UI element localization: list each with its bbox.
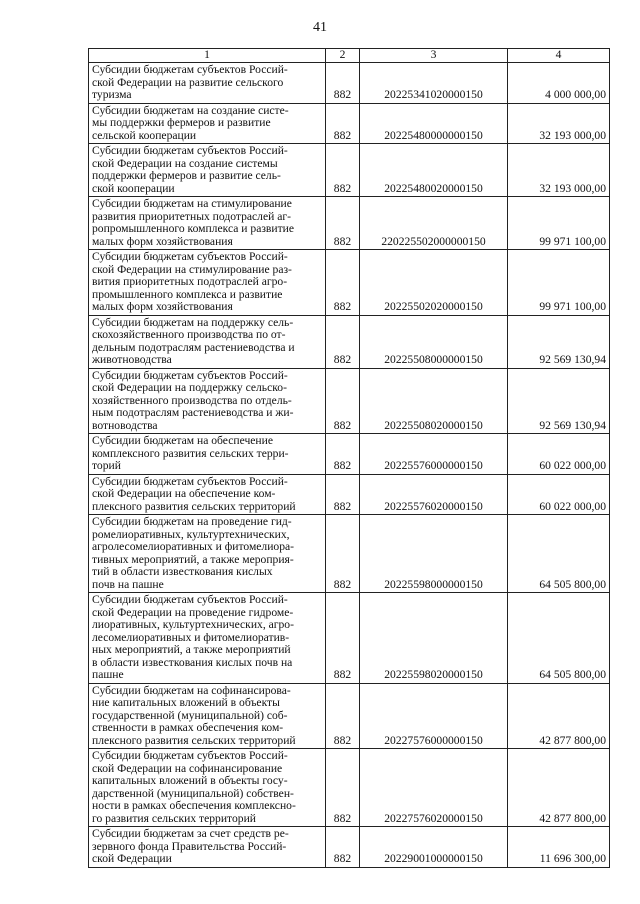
amount-cell: 92 569 130,94 <box>508 368 610 434</box>
description-cell: Субсидии бюджетам на обеспечение комплексного развития сельских терри- торий <box>89 434 326 475</box>
budget-code-cell: 220225502000000150 <box>360 197 508 250</box>
budget-code-cell: 20225576020000150 <box>360 474 508 515</box>
admin-code-cell: 882 <box>326 515 360 593</box>
column-header: 4 <box>508 49 610 63</box>
budget-code-cell: 20225598000000150 <box>360 515 508 593</box>
amount-cell: 64 505 800,00 <box>508 515 610 593</box>
budget-code-cell: 20225508020000150 <box>360 368 508 434</box>
amount-cell: 32 193 000,00 <box>508 144 610 197</box>
budget-code-cell: 20225480000000150 <box>360 103 508 144</box>
budget-code-cell: 20227576020000150 <box>360 749 508 827</box>
admin-code-cell: 882 <box>326 250 360 316</box>
amount-cell: 42 877 800,00 <box>508 749 610 827</box>
table-row <box>89 63 610 104</box>
table-row <box>89 315 610 368</box>
description-cell: Субсидии бюджетам на проведение гид- ромелиоративных, культуртехнических, агролесомелиоративных и фитомелиора- тивных мероприятий, а также мероприя- тий в области известкования кислых почв на пашне <box>89 515 326 593</box>
budget-code-cell: 20225508000000150 <box>360 315 508 368</box>
amount-cell: 32 193 000,00 <box>508 103 610 144</box>
amount-cell: 60 022 000,00 <box>508 474 610 515</box>
description-cell: Субсидии бюджетам субъектов Россий- ской Федерации на проведение гидроме- лиоративных, культуртехнических, агро- лесомелиоративных и фитомелиоратив- ных мероприятий, а также мероприятий в области известкования кислых почв на пашне <box>89 593 326 684</box>
description-cell: Субсидии бюджетам субъектов Россий- ской Федерации на развитие сельского туризма <box>89 63 326 104</box>
column-header: 2 <box>326 49 360 63</box>
table-row <box>89 434 610 475</box>
column-header: 3 <box>360 49 508 63</box>
description-cell: Субсидии бюджетам субъектов Россий- ской Федерации на создание системы поддержки фермеров и развитие сель- ской кооперации <box>89 144 326 197</box>
budget-code-cell: 20229001000000150 <box>360 827 508 868</box>
description-cell: Субсидии бюджетам субъектов Россий- ской Федерации на стимулирование раз- вития приоритетных подотраслей агро- промышленного комплекса и развитие малых форм хозяйствования <box>89 250 326 316</box>
admin-code-cell: 882 <box>326 827 360 868</box>
budget-code-cell: 20227576000000150 <box>360 683 508 749</box>
table-row <box>89 683 610 749</box>
description-cell: Субсидии бюджетам на создание систе- мы поддержки фермеров и развитие сельской кооперации <box>89 103 326 144</box>
table-row <box>89 827 610 868</box>
budget-table <box>88 48 610 868</box>
page-number: 41 <box>313 20 327 35</box>
table-row <box>89 749 610 827</box>
budget-code-cell: 20225598020000150 <box>360 593 508 684</box>
admin-code-cell: 882 <box>326 103 360 144</box>
amount-cell: 60 022 000,00 <box>508 434 610 475</box>
admin-code-cell: 882 <box>326 63 360 104</box>
table-row <box>89 250 610 316</box>
admin-code-cell: 882 <box>326 368 360 434</box>
description-cell: Субсидии бюджетам субъектов Россий- ской Федерации на поддержку сельско- хозяйственного производства по отдель- ным подотраслям растениеводства и жи- вотноводства <box>89 368 326 434</box>
table-row <box>89 593 610 684</box>
table-row <box>89 474 610 515</box>
header-row <box>89 49 610 63</box>
table-row <box>89 103 610 144</box>
admin-code-cell: 882 <box>326 144 360 197</box>
description-cell: Субсидии бюджетам субъектов Россий- ской Федерации на обеспечение ком- плексного развития сельских территорий <box>89 474 326 515</box>
table-body <box>89 63 610 868</box>
budget-code-cell: 20225502020000150 <box>360 250 508 316</box>
amount-cell: 11 696 300,00 <box>508 827 610 868</box>
table-row <box>89 515 610 593</box>
description-cell: Субсидии бюджетам на стимулирование развития приоритетных подотраслей аг- ропромышленного комплекса и развитие малых форм хозяйствования <box>89 197 326 250</box>
budget-code-cell: 20225341020000150 <box>360 63 508 104</box>
table-row <box>89 197 610 250</box>
description-cell: Субсидии бюджетам на поддержку сель- скохозяйственного производства по от- дельным подотраслям растениеводства и животноводства <box>89 315 326 368</box>
amount-cell: 92 569 130,94 <box>508 315 610 368</box>
table-row <box>89 368 610 434</box>
admin-code-cell: 882 <box>326 683 360 749</box>
description-cell: Субсидии бюджетам субъектов Россий- ской Федерации на софинансирование капитальных вложений в объекты госу- дарственной (муниципальной) собствен- ности в рамках обеспечения комплексно- го развития сельских территорий <box>89 749 326 827</box>
amount-cell: 64 505 800,00 <box>508 593 610 684</box>
budget-code-cell: 20225576000000150 <box>360 434 508 475</box>
description-cell: Субсидии бюджетам на софинансирова- ние капитальных вложений в объекты государственной (муниципальной) соб- ственности в рамках обеспечения ком- плексного развития сельских территорий <box>89 683 326 749</box>
admin-code-cell: 882 <box>326 434 360 475</box>
admin-code-cell: 882 <box>326 197 360 250</box>
amount-cell: 99 971 100,00 <box>508 250 610 316</box>
budget-code-cell: 20225480020000150 <box>360 144 508 197</box>
column-header: 1 <box>89 49 326 63</box>
admin-code-cell: 882 <box>326 474 360 515</box>
amount-cell: 42 877 800,00 <box>508 683 610 749</box>
amount-cell: 4 000 000,00 <box>508 63 610 104</box>
table-row <box>89 144 610 197</box>
admin-code-cell: 882 <box>326 315 360 368</box>
admin-code-cell: 882 <box>326 593 360 684</box>
admin-code-cell: 882 <box>326 749 360 827</box>
description-cell: Субсидии бюджетам за счет средств ре- зервного фонда Правительства Россий- ской Федерации <box>89 827 326 868</box>
amount-cell: 99 971 100,00 <box>508 197 610 250</box>
